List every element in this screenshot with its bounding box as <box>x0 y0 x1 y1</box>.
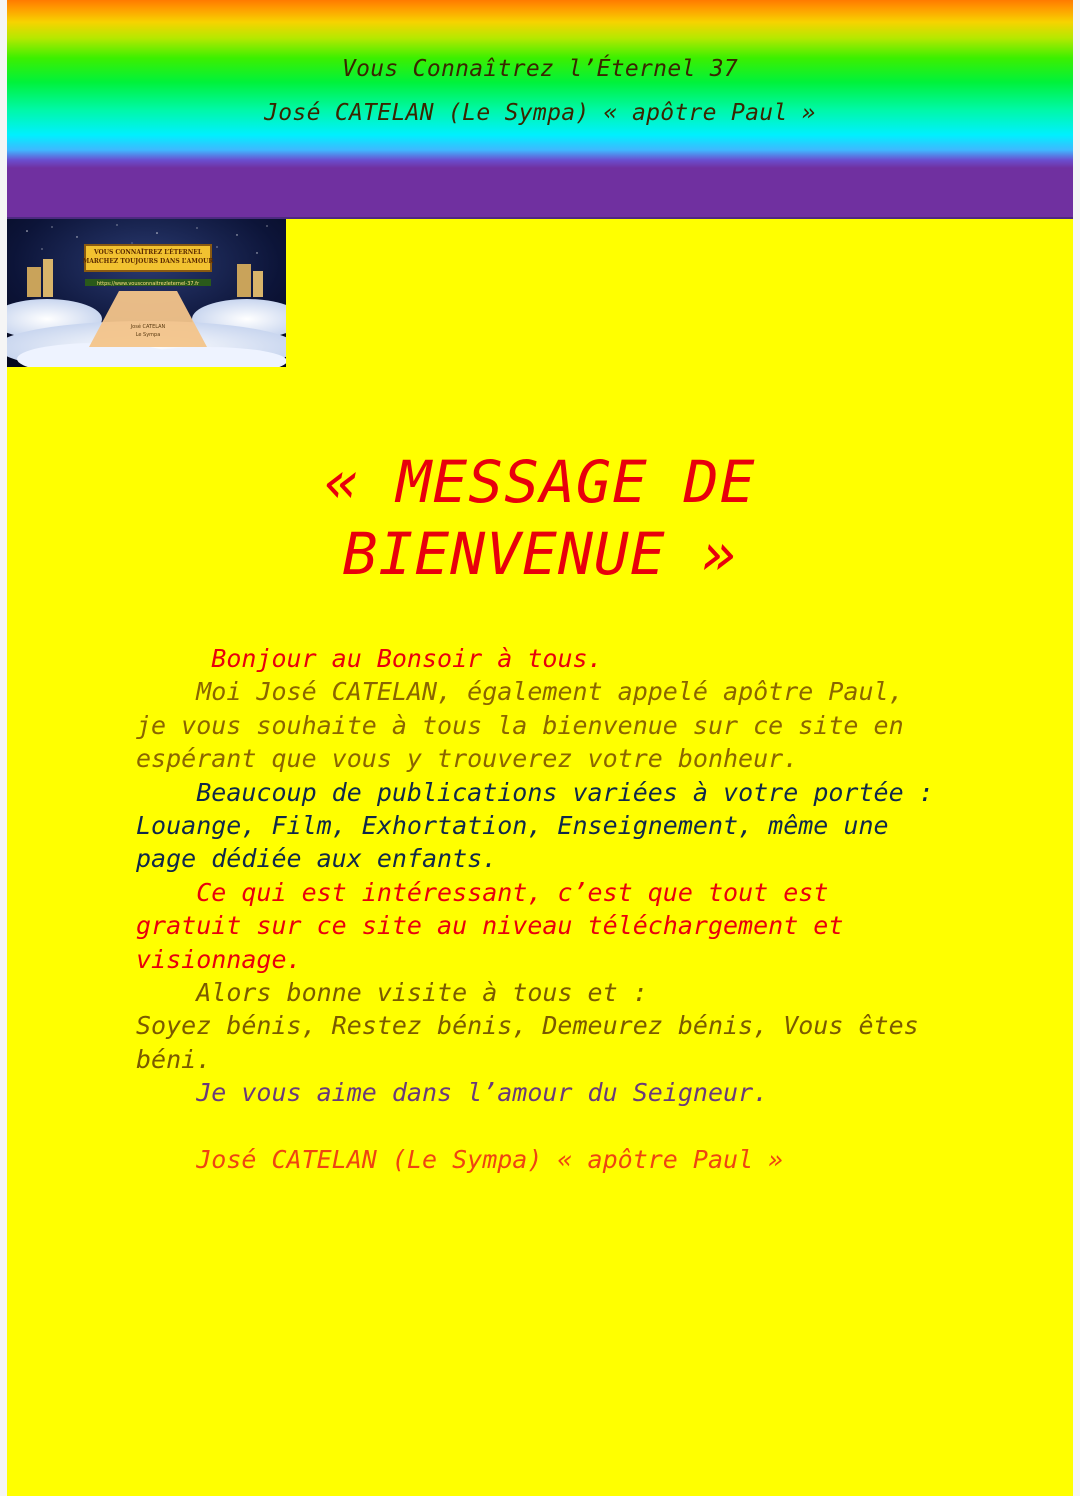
rainbow-header <box>7 0 1073 217</box>
document-page <box>7 0 1073 1496</box>
welcome-message <box>136 642 936 1176</box>
banner-illustration <box>7 219 286 367</box>
greeting-paragraph: Bonjour au Bonsoir à tous. <box>136 644 603 673</box>
categories-paragraph: Louange, Film, Exhortation, Enseignement, même une page dédiée aux enfants. <box>136 811 904 874</box>
banner-line1: VOUS CONNAÎTREZ L’ÉTERNEL <box>93 249 203 256</box>
publications-paragraph: Beaucoup de publications variées à votre portée : <box>136 777 934 807</box>
site-banner-image[interactable] <box>7 219 286 367</box>
site-title: Vous Connaîtrez l’Éternel 37 <box>341 56 739 82</box>
signature: José CATELAN (Le Sympa) « apôtre Paul » <box>136 1144 784 1174</box>
page-title-line2: BIENVENUE » <box>342 520 738 588</box>
banner-author: José CATELAN <box>130 324 166 330</box>
free-paragraph: Ce qui est intéressant, c’est que tout est gratuit sur ce site au niveau téléchargement et visionnage. <box>136 877 859 974</box>
visit-paragraph: Alors bonne visite à tous et : <box>136 978 648 1008</box>
banner-url: https://www.vousconnaitrezleternel-37.fr <box>97 281 199 287</box>
intro-paragraph: Moi José CATELAN, également appelé apôtre Paul, je vous souhaite à tous la bienvenue sur ce site en espérant que vous y trouverez votre bonheur. <box>136 677 919 774</box>
love-paragraph: Je vous aime dans l’amour du Seigneur. <box>136 1078 769 1108</box>
banner-author-nickname: Le Sympa <box>135 332 161 338</box>
site-author: José CATELAN (Le Sympa) « apôtre Paul » <box>264 100 816 126</box>
right-margin <box>1073 0 1080 1496</box>
left-margin <box>0 0 7 1496</box>
page-title-line1: « MESSAGE DE <box>324 448 756 516</box>
blessing-paragraph: Soyez bénis, Restez bénis, Demeurez bénis, Vous êtes béni. <box>136 1011 934 1074</box>
banner-line2: MARCHEZ TOUJOURS DANS L’AMOUR <box>82 258 214 265</box>
page-title <box>7 446 1073 590</box>
